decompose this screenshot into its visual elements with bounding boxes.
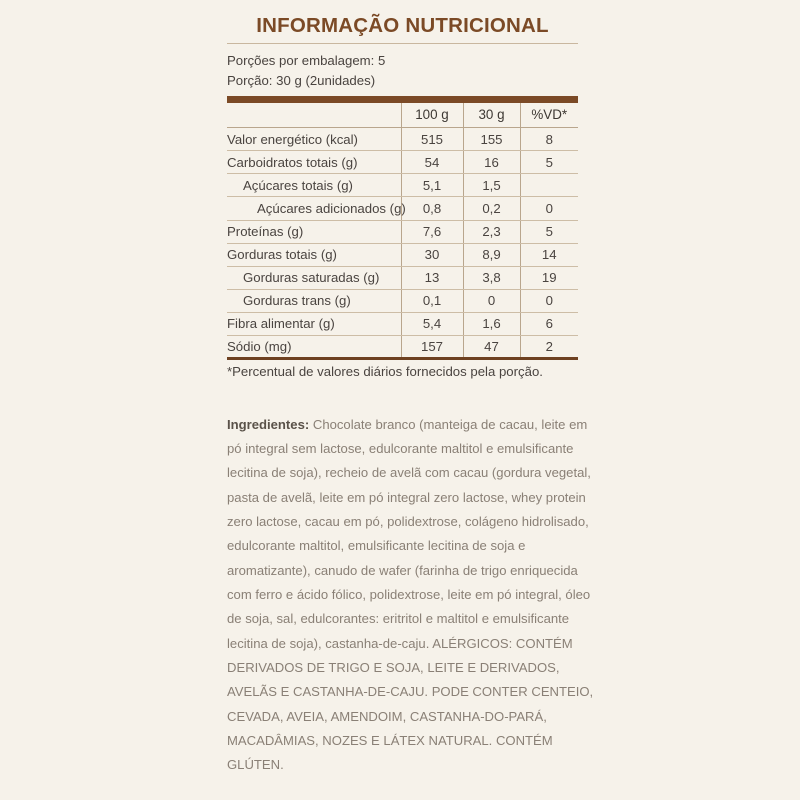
value-portion: 8,9	[463, 243, 520, 266]
value-vd: 5	[520, 220, 578, 243]
nutrient-name: Gorduras totais (g)	[227, 243, 401, 266]
table-row	[227, 266, 578, 289]
column-header-portion: 30 g	[463, 103, 520, 128]
column-header-vd: %VD*	[520, 103, 578, 128]
nutrient-name: Açúcares adicionados (g)	[227, 197, 401, 220]
value-100g: 0,1	[401, 289, 463, 312]
table-footnote: *Percentual de valores diários fornecidos pela porção.	[227, 364, 543, 380]
value-vd: 2	[520, 336, 578, 359]
value-portion: 2,3	[463, 220, 520, 243]
nutrition-label	[227, 14, 594, 778]
table-top-rule	[227, 96, 578, 103]
value-portion: 3,8	[463, 266, 520, 289]
value-vd: 0	[520, 197, 578, 220]
value-portion: 0	[463, 289, 520, 312]
ingredients-heading: Ingredientes:	[227, 416, 310, 432]
serving-info	[227, 51, 578, 91]
value-100g: 7,6	[401, 220, 463, 243]
value-portion: 16	[463, 151, 520, 174]
value-vd: 5	[520, 151, 578, 174]
page-title: INFORMAÇÃO NUTRICIONAL	[227, 14, 578, 44]
nutrition-table	[227, 96, 578, 360]
value-vd: 8	[520, 128, 578, 151]
value-portion: 155	[463, 128, 520, 151]
nutrient-name: Carboidratos totais (g)	[227, 151, 401, 174]
nutrient-name: Valor energético (kcal)	[227, 128, 401, 151]
serving-size: Porção: 30 g (2unidades)	[227, 72, 376, 88]
nutrient-name: Açúcares totais (g)	[227, 174, 401, 197]
nutrition-table-body	[227, 96, 578, 359]
table-header-row	[227, 103, 578, 128]
nutrient-name: Fibra alimentar (g)	[227, 312, 401, 335]
column-header-100g: 100 g	[401, 103, 463, 128]
value-vd: 19	[520, 266, 578, 289]
ingredients-text: Chocolate branco (manteiga de cacau, leite em pó integral sem lactose, edulcorante maltitol e emulsificante lecitina de soja), recheio de avelã com cacau (gordura vegetal, pasta de avelã, leite em pó integral zero lactose, whey protein zero lactose, cacau em pó, polidextrose, colágeno hidrolisado, edulcorante maltitol, emulsificante lecitina de soja e aromatizante), canudo de wafer (farinha de trigo enriquecida com ferro e ácido fólico, polidextrose, leite em pó integral, óleo de soja, sal, edulcorantes: eritritol e maltitol e emulsificante lecitina de soja), castanha-de-caju. ALÉRGICOS: CONTÉM DERIVADOS DE TRIGO E SOJA, LEITE E DERIVADOS, AVELÃS E CASTANHA-DE-CAJU. PODE CONTER CENTEIO, CEVADA, AVEIA, AMENDOIM, CASTANHA-DO-PARÁ, MACADÂMIAS, NOZES E LÁTEX NATURAL. CONTÉM GLÚTEN.	[227, 416, 594, 773]
value-100g: 157	[401, 336, 463, 359]
value-portion: 1,5	[463, 174, 520, 197]
value-100g: 13	[401, 266, 463, 289]
table-row	[227, 312, 578, 335]
value-vd	[520, 174, 578, 197]
table-row	[227, 174, 578, 197]
table-row	[227, 336, 578, 359]
table-row	[227, 197, 578, 220]
value-100g: 515	[401, 128, 463, 151]
nutrient-name: Proteínas (g)	[227, 220, 401, 243]
table-row	[227, 128, 578, 151]
value-vd: 0	[520, 289, 578, 312]
table-row	[227, 289, 578, 312]
table-row	[227, 220, 578, 243]
value-100g: 30	[401, 243, 463, 266]
nutrient-name: Gorduras saturadas (g)	[227, 266, 401, 289]
value-portion: 1,6	[463, 312, 520, 335]
ingredients-section	[227, 413, 599, 778]
servings-per-package: Porções por embalagem: 5	[227, 52, 386, 68]
value-100g: 5,1	[401, 174, 463, 197]
value-100g: 54	[401, 151, 463, 174]
value-vd: 14	[520, 243, 578, 266]
value-portion: 47	[463, 336, 520, 359]
table-row	[227, 151, 578, 174]
nutrient-name: Sódio (mg)	[227, 336, 401, 359]
value-vd: 6	[520, 312, 578, 335]
column-header-nutrient	[227, 103, 401, 128]
nutrient-name: Gorduras trans (g)	[227, 289, 401, 312]
value-portion: 0,2	[463, 197, 520, 220]
value-100g: 0,8	[401, 197, 463, 220]
value-100g: 5,4	[401, 312, 463, 335]
table-row	[227, 243, 578, 266]
